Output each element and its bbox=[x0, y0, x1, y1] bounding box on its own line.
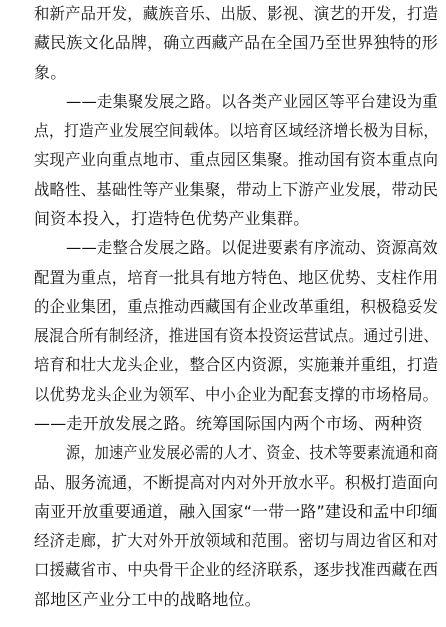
paragraph-line-19: 经济走廊，扩大对外开放领域和范围。密切与周边省区和对 bbox=[34, 531, 439, 551]
paragraph-line-2: 藏民族文化品牌，确立西藏产品在全国乃至世界独特的形 bbox=[34, 33, 439, 53]
paragraph-line-6: 实现产业向重点地市、重点园区集聚。推动国有资本重点向 bbox=[34, 150, 439, 170]
paragraph-line-17: 品、服务流通，不断提高对内对外开放水平。积极打造面向 bbox=[34, 472, 439, 492]
paragraph-line-13: 培育和壮大龙头企业，整合区内资源，实施兼并重组，打造 bbox=[34, 355, 439, 375]
paragraph-line-5: 点，打造产业发展空间载体。以培育区域经济增长极为目标， bbox=[34, 121, 439, 141]
paragraph-line-14: 以优势龙头企业为领军、中小企业为配套支撑的市场格局。 bbox=[34, 384, 439, 404]
paragraph-line-7: 战略性、基础性等产业集聚，带动上下游产业发展，带动民 bbox=[34, 179, 439, 199]
paragraph-line-18: 南亚开放重要通道，融入国家“一带一路”建设和孟中印缅 bbox=[34, 501, 438, 521]
paragraph-line-20: 口援藏省市、中央骨干企业的经济联系，逐步找准西藏在西 bbox=[34, 560, 439, 580]
paragraph-line-12: 展混合所有制经济，推进国有资本投资运营试点。通过引进、 bbox=[34, 326, 439, 346]
paragraph-line-8: 间资本投入，打造特色优势产业集群。 bbox=[34, 209, 310, 228]
paragraph-line-15: ——走开放发展之路。统筹国际国内两个市场、两种资 bbox=[34, 414, 423, 433]
paragraph-line-9: ——走整合发展之路。以促进要素有序流动、资源高效 bbox=[66, 238, 438, 258]
paragraph-line-11: 的企业集团，重点推动西藏国有企业改革重组，积极稳妥发 bbox=[34, 296, 439, 316]
paragraph-line-1: 和新产品开发，藏族音乐、出版、影视、演艺的开发，打造 bbox=[34, 4, 439, 23]
paragraph-line-3: 象。 bbox=[34, 62, 67, 82]
paragraph-line-4: ——走集聚发展之路。以各类产业园区等平台建设为重 bbox=[66, 91, 438, 111]
paragraph-line-21: 部地区产业分工中的战略地位。 bbox=[34, 589, 261, 609]
paragraph-line-16: 源，加速产业发展必需的人才、资金、技术等要素流通和商 bbox=[66, 443, 439, 463]
paragraph-line-10: 配置为重点，培育一批具有地方特色、地区优势、支柱作用 bbox=[34, 267, 439, 287]
